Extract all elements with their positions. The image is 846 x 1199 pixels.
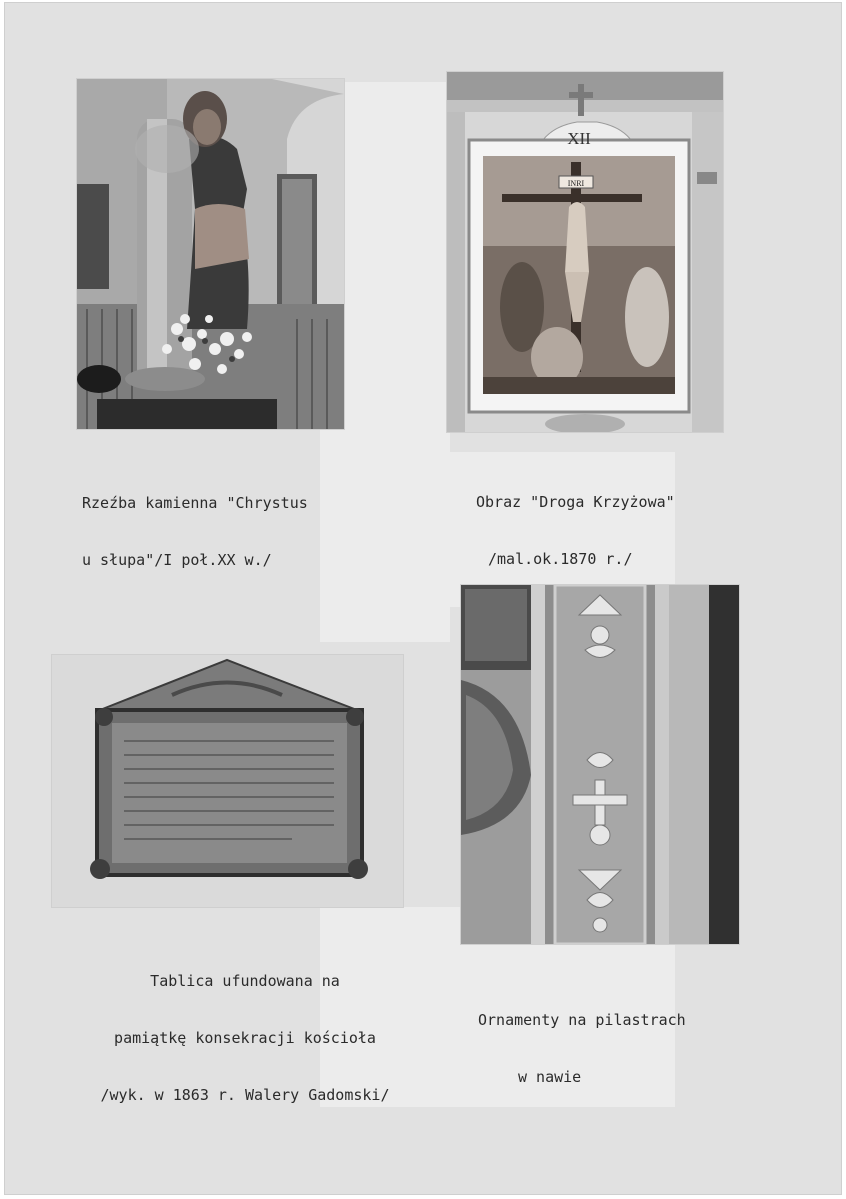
caption-line: w nawie <box>518 1068 582 1086</box>
painting-caption <box>476 455 675 588</box>
plaque-caption <box>70 934 420 1124</box>
caption-line: pamiątkę konsekracji kościoła <box>114 1029 376 1047</box>
caption-line: Ornamenty na pilastrach <box>478 1011 686 1029</box>
plaque-photo <box>52 655 403 907</box>
caption-line: /mal.ok.1870 r./ <box>488 550 633 568</box>
caption-line: Rzeźba kamienna "Chrystus <box>82 494 308 512</box>
sculpture-caption <box>82 456 308 589</box>
ornaments-photo <box>461 585 739 944</box>
caption-line: /wyk. w 1863 r. Walery Gadomski/ <box>100 1086 390 1104</box>
ornaments-caption <box>478 973 686 1106</box>
painting-photo <box>447 72 723 432</box>
caption-line: u słupa"/I poł.XX w./ <box>82 551 272 569</box>
station-numeral: XII <box>567 129 591 148</box>
caption-line: Tablica ufundowana na <box>150 972 340 990</box>
sculpture-photo <box>77 79 344 429</box>
caption-line: Obraz "Droga Krzyżowa" <box>476 493 675 511</box>
cross-inscription: INRI <box>567 179 585 188</box>
